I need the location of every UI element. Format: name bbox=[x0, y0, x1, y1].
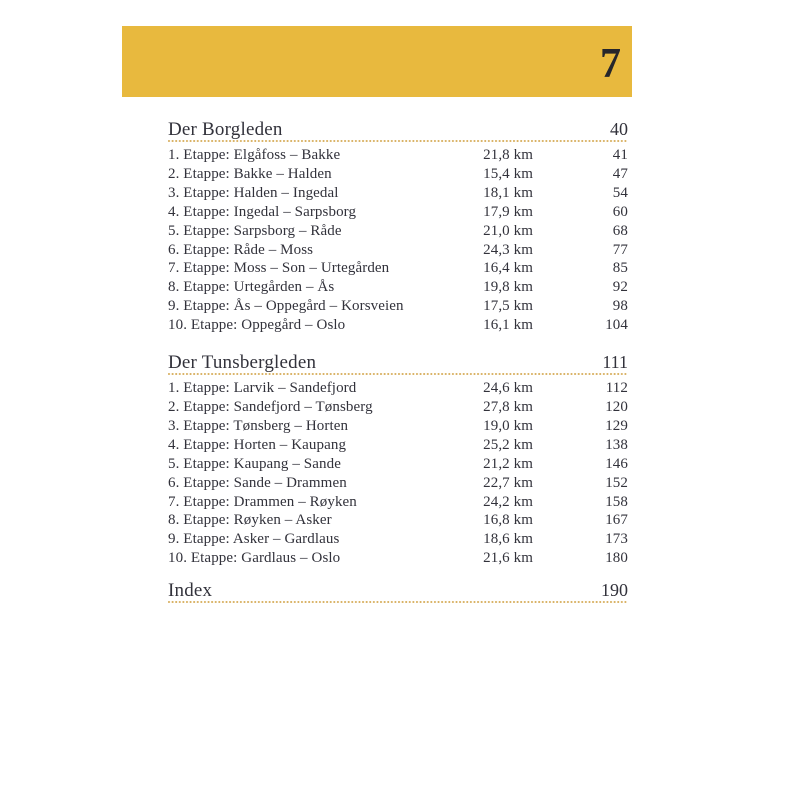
entry-label: 2. Etappe: Sandefjord – Tønsberg bbox=[168, 398, 373, 415]
toc-entry bbox=[168, 436, 628, 455]
entry-distance: 19,8 km bbox=[483, 279, 533, 296]
entry-distance: 15,4 km bbox=[483, 165, 533, 182]
toc-entry bbox=[168, 511, 628, 530]
entry-label: 1. Etappe: Elgåfoss – Bakke bbox=[168, 147, 341, 163]
chapter-number: 7 bbox=[600, 40, 621, 87]
entry-page-number: 92 bbox=[612, 279, 628, 296]
entry-label: 8. Etappe: Urtegården – Ås bbox=[168, 279, 335, 296]
entry-distance: 24,6 km bbox=[483, 380, 533, 397]
entry-label: 2. Etappe: Bakke – Halden bbox=[168, 165, 332, 182]
section-title: Der Borgleden bbox=[168, 119, 283, 140]
section-title: Der Tunsbergleden bbox=[168, 352, 317, 374]
entry-distance: 24,2 km bbox=[483, 493, 533, 510]
entry-label: 9. Etappe: Ås – Oppegård – Korsveien bbox=[168, 298, 404, 315]
entry-distance: 16,1 km bbox=[483, 317, 533, 334]
entry-page-number: 146 bbox=[605, 455, 628, 472]
entry-distance: 25,2 km bbox=[483, 436, 533, 453]
toc-entry bbox=[168, 259, 628, 278]
toc-entry bbox=[168, 417, 628, 436]
entry-label: 3. Etappe: Tønsberg – Horten bbox=[168, 417, 349, 434]
entry-page-number: 104 bbox=[605, 317, 628, 334]
entry-label: 7. Etappe: Drammen – Røyken bbox=[168, 493, 357, 510]
entry-distance: 16,4 km bbox=[483, 260, 533, 277]
toc-section bbox=[168, 352, 628, 568]
section-heading-row bbox=[168, 119, 628, 143]
entry-label: 4. Etappe: Ingedal – Sarpsborg bbox=[168, 203, 357, 220]
toc-entry bbox=[168, 146, 628, 165]
section-heading-row bbox=[168, 352, 628, 376]
entry-page-number: 173 bbox=[605, 531, 628, 548]
toc-entry bbox=[168, 297, 628, 316]
entry-page-number: 85 bbox=[612, 260, 628, 277]
entry-page-number: 68 bbox=[612, 222, 628, 239]
toc-entry bbox=[168, 530, 628, 549]
entry-page-number: 180 bbox=[605, 550, 628, 567]
entry-page-number: 120 bbox=[605, 398, 628, 415]
index-page-number: 190 bbox=[601, 580, 628, 601]
toc-entry bbox=[168, 455, 628, 474]
index-title: Index bbox=[168, 580, 213, 602]
section-page-number: 40 bbox=[610, 119, 628, 139]
toc-section bbox=[168, 119, 628, 335]
entry-page-number: 158 bbox=[605, 493, 628, 510]
entry-distance: 18,1 km bbox=[483, 184, 533, 201]
entry-label: 10. Etappe: Gardlaus – Oslo bbox=[168, 550, 341, 567]
entry-label: 1. Etappe: Larvik – Sandefjord bbox=[168, 380, 357, 397]
toc-entry bbox=[168, 203, 628, 222]
entry-page-number: 138 bbox=[605, 436, 628, 453]
entry-distance: 16,8 km bbox=[483, 512, 533, 529]
dotted-leader bbox=[168, 373, 628, 375]
dotted-leader bbox=[168, 601, 628, 603]
toc-entry bbox=[168, 398, 628, 417]
entry-label: 8. Etappe: Røyken – Asker bbox=[168, 512, 332, 529]
entry-label: 3. Etappe: Halden – Ingedal bbox=[168, 184, 339, 201]
toc-entry bbox=[168, 222, 628, 241]
index-section bbox=[168, 580, 628, 604]
section-page-number: 111 bbox=[602, 352, 628, 373]
entry-distance: 21,8 km bbox=[483, 147, 533, 163]
toc-entry bbox=[168, 379, 628, 398]
entry-distance: 24,3 km bbox=[483, 241, 533, 258]
entry-label: 4. Etappe: Horten – Kaupang bbox=[168, 436, 347, 453]
entry-distance: 17,5 km bbox=[483, 298, 533, 315]
entry-label: 5. Etappe: Sarpsborg – Råde bbox=[168, 222, 342, 239]
toc-entry bbox=[168, 184, 628, 203]
toc-entry bbox=[168, 493, 628, 512]
entry-page-number: 54 bbox=[612, 184, 628, 201]
entry-label: 10. Etappe: Oppegård – Oslo bbox=[168, 317, 346, 334]
toc-entry bbox=[168, 165, 628, 184]
entry-page-number: 112 bbox=[605, 380, 628, 397]
entry-label: 6. Etappe: Råde – Moss bbox=[168, 241, 314, 258]
toc-entry bbox=[168, 278, 628, 297]
entry-distance: 21,6 km bbox=[483, 550, 533, 567]
entry-label: 7. Etappe: Moss – Son – Urtegården bbox=[168, 260, 390, 277]
table-of-contents bbox=[168, 119, 628, 607]
entry-page-number: 41 bbox=[612, 147, 628, 163]
entry-page-number: 77 bbox=[612, 241, 628, 258]
entry-label: 6. Etappe: Sande – Drammen bbox=[168, 474, 347, 491]
entry-distance: 18,6 km bbox=[483, 531, 533, 548]
entry-distance: 27,8 km bbox=[483, 398, 533, 415]
toc-entry bbox=[168, 241, 628, 260]
entry-page-number: 47 bbox=[612, 165, 628, 182]
entry-distance: 17,9 km bbox=[483, 203, 533, 220]
toc-entry bbox=[168, 549, 628, 568]
entry-page-number: 98 bbox=[612, 298, 628, 315]
toc-entry bbox=[168, 316, 628, 335]
dotted-leader bbox=[168, 140, 628, 142]
entry-label: 9. Etappe: Asker – Gardlaus bbox=[168, 531, 340, 548]
entry-distance: 21,0 km bbox=[483, 222, 533, 239]
entry-page-number: 129 bbox=[605, 417, 628, 434]
entry-distance: 19,0 km bbox=[483, 417, 533, 434]
index-heading-row bbox=[168, 580, 628, 604]
entry-page-number: 152 bbox=[605, 474, 628, 491]
entry-distance: 22,7 km bbox=[483, 474, 533, 491]
entry-distance: 21,2 km bbox=[483, 455, 533, 472]
entry-label: 5. Etappe: Kaupang – Sande bbox=[168, 455, 341, 472]
chapter-header-band bbox=[122, 26, 632, 97]
entry-page-number: 60 bbox=[612, 203, 628, 220]
entry-page-number: 167 bbox=[605, 512, 628, 529]
toc-entry bbox=[168, 474, 628, 493]
